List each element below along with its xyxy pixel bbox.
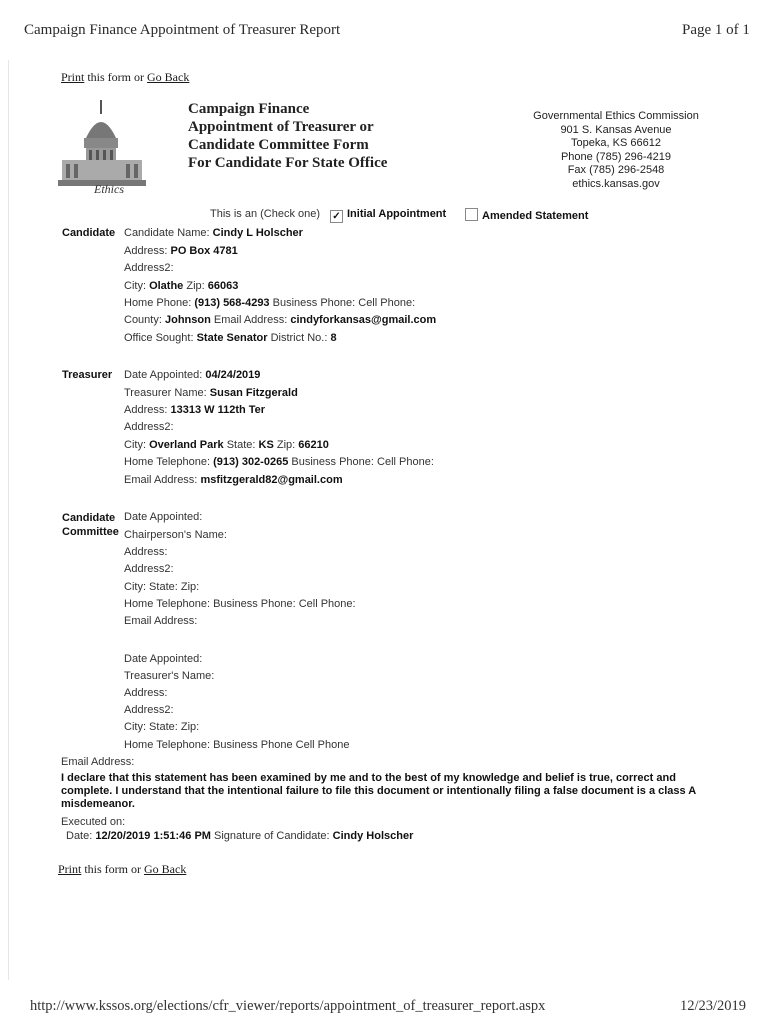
committee-phone-row: Home Telephone: Business Phone: Cell Phone: bbox=[124, 598, 356, 610]
ctreas-name-row: Treasurer's Name: bbox=[124, 670, 215, 682]
candidate-address2-row: Address2: bbox=[124, 262, 174, 274]
commission-city: Topeka, KS 66612 bbox=[571, 137, 661, 149]
commission-web: ethics.kansas.gov bbox=[572, 177, 660, 190]
form-title bbox=[188, 100, 387, 172]
go-back-link[interactable]: Go Back bbox=[147, 70, 190, 84]
nav-text-bottom: this form or bbox=[84, 862, 142, 876]
nav-text: this form or bbox=[87, 70, 145, 84]
candidate-office-row: Office Sought: State Senator District No.: 8 bbox=[124, 332, 337, 344]
ctreas-city-row: City: State: Zip: bbox=[124, 721, 200, 733]
page-number: Page 1 of 1 bbox=[682, 22, 750, 38]
ctreas-address-row: Address: bbox=[124, 687, 168, 699]
footer-date: 12/23/2019 bbox=[680, 998, 747, 1014]
candidate-name-row: Candidate Name: Cindy L Holscher bbox=[124, 227, 303, 239]
candidate-email: cindyforkansas@gmail.com bbox=[290, 314, 437, 326]
form-title-line1: Campaign Finance bbox=[188, 101, 310, 117]
capitol-logo bbox=[56, 98, 148, 200]
commission-phone: Phone (785) 296-4219 bbox=[560, 150, 672, 163]
candidate-city-row: City: Olathe Zip: 66063 bbox=[124, 280, 239, 292]
logo-caption: Ethics bbox=[94, 182, 124, 196]
treasurer-email: msfitzgerald82@gmail.com bbox=[200, 474, 343, 486]
print-link[interactable]: Print bbox=[61, 70, 85, 84]
committee-city-row: City: State: Zip: bbox=[124, 581, 200, 593]
ctreas-email-row: Email Address: bbox=[61, 756, 135, 768]
candidate-section-label: Candidate bbox=[62, 227, 116, 239]
ctreas-date-row: Date Appointed: bbox=[124, 653, 203, 665]
go-back-link-bottom[interactable]: Go Back bbox=[144, 862, 187, 876]
candidate-county-row: County: Johnson Email Address: cindyforkansas@gmail.com bbox=[124, 314, 437, 326]
check-prompt: This is an (Check one) bbox=[210, 208, 321, 220]
form-title-line2: Appointment of Treasurer or bbox=[188, 119, 374, 135]
treasurer-address2-row: Address2: bbox=[124, 421, 174, 433]
footer-url: http://www.kssos.org/elections/cfr_viewer/reports/appointment_of_treasurer_report.aspx bbox=[30, 998, 546, 1014]
scan-edge bbox=[8, 60, 9, 980]
treasurer-date-row: Date Appointed: 04/24/2019 bbox=[124, 369, 261, 381]
treasurer-phone-row: Home Telephone: (913) 302-0265 Business Phone: Cell Phone: bbox=[124, 456, 434, 468]
commission-fax: Fax (785) 296-2548 bbox=[567, 164, 665, 176]
treasurer-section-label: Treasurer bbox=[62, 369, 113, 381]
candidate-name: Cindy L Holscher bbox=[212, 227, 303, 239]
ctreas-phone-row: Home Telephone: Business Phone Cell Phone bbox=[124, 739, 350, 751]
treasurer-address-row: Address: 13313 W 112th Ter bbox=[124, 404, 266, 416]
print-link-bottom[interactable]: Print bbox=[58, 862, 82, 876]
executed-on-label: Executed on: bbox=[61, 816, 126, 828]
treasurer-email-row: Email Address: msfitzgerald82@gmail.com bbox=[124, 474, 343, 486]
top-nav bbox=[61, 70, 189, 85]
amended-statement-option[interactable] bbox=[465, 208, 588, 222]
commission-address bbox=[526, 110, 706, 191]
candidate-address-row: Address: PO Box 4781 bbox=[124, 245, 238, 257]
committee-address-row: Address: bbox=[124, 546, 168, 558]
form-title-line4: For Candidate For State Office bbox=[188, 155, 388, 171]
treasurer-name: Susan Fitzgerald bbox=[209, 387, 298, 399]
committee-date-row: Date Appointed: bbox=[124, 511, 203, 523]
commission-name: Governmental Ethics Commission bbox=[533, 110, 699, 122]
candidate-address: PO Box 4781 bbox=[170, 245, 238, 257]
treasurer-city-row: City: Overland Park State: KS Zip: 66210 bbox=[124, 439, 329, 451]
report-title: Campaign Finance Appointment of Treasurer Report bbox=[24, 22, 341, 38]
initial-checkbox[interactable]: ✓ bbox=[330, 210, 343, 223]
form-title-line3: Candidate Committee Form bbox=[188, 137, 369, 153]
candidate-phone-row: Home Phone: (913) 568-4293 Business Phone: Cell Phone: bbox=[124, 297, 416, 309]
amended-checkbox[interactable] bbox=[465, 208, 478, 221]
initial-label: Initial Appointment bbox=[347, 208, 447, 220]
committee-address2-row: Address2: bbox=[124, 563, 174, 575]
committee-email-row: Email Address: bbox=[124, 615, 198, 627]
treasurer-name-row: Treasurer Name: Susan Fitzgerald bbox=[124, 387, 298, 399]
signature-row: Date: 12/20/2019 1:51:46 PM Signature of Candidate: Cindy Holscher bbox=[66, 830, 414, 842]
committee-chair-row: Chairperson's Name: bbox=[124, 529, 227, 541]
initial-appointment-option[interactable] bbox=[330, 208, 446, 223]
ctreas-address2-row: Address2: bbox=[124, 704, 174, 716]
amended-label: Amended Statement bbox=[482, 210, 589, 222]
commission-street: 901 S. Kansas Avenue bbox=[560, 123, 672, 136]
committee-section-label: Candidate Committee bbox=[62, 512, 119, 538]
executed-date: 12/20/2019 1:51:46 PM bbox=[95, 830, 211, 842]
declaration-text: I declare that this statement has been examined by me and to the best of my knowledge and belief is true, correct and complete. I understand that the intentional failure to file this document or intentionally filing a false document is a class A misdemeanor. bbox=[61, 772, 696, 810]
candidate-signature: Cindy Holscher bbox=[332, 830, 414, 842]
bottom-nav bbox=[58, 862, 186, 877]
